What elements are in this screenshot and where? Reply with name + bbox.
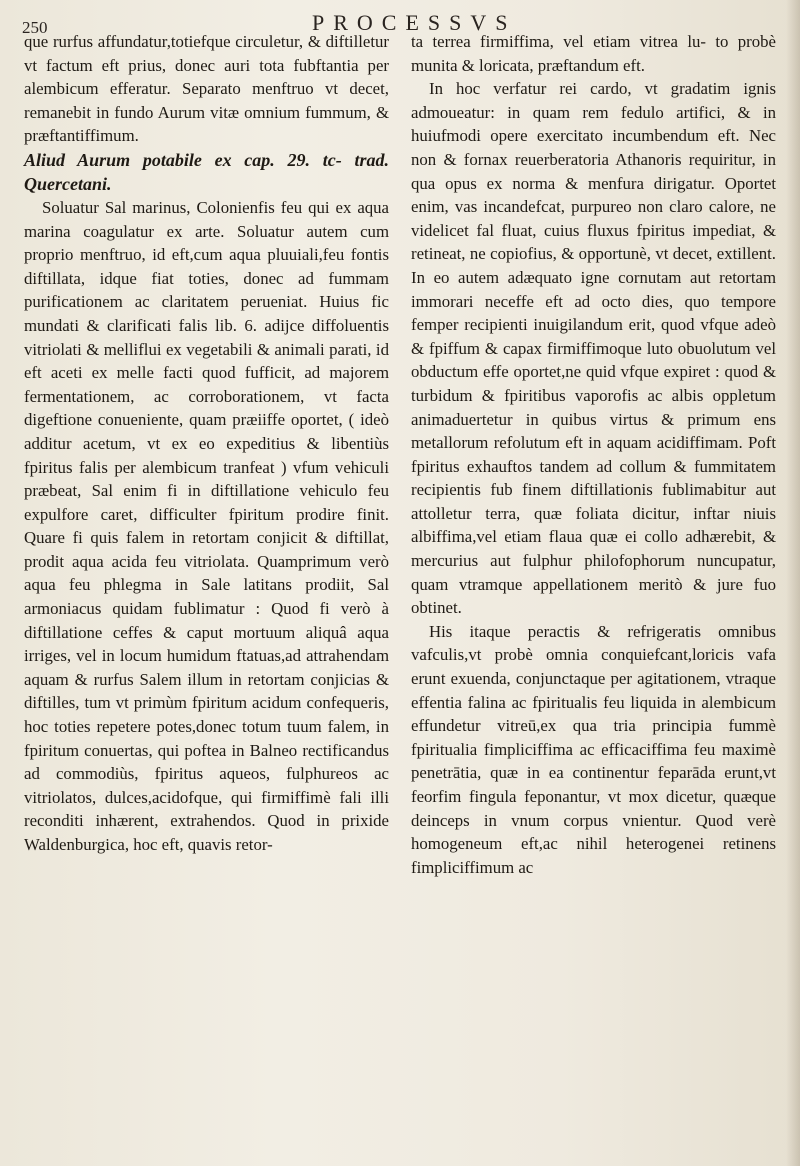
page-edge-shadow	[786, 0, 800, 1166]
right-column	[411, 30, 776, 879]
right-paragraph-2: In hoc verfatur rei cardo, vt gradatim ignis admoueatur: in quam rem fedulo artifici, & in huiufmodi opere exercitato incumbendum eft. Nec non & fornax reuerberatoria Athanoris requiritur, in qua opus ex norma & menfura dirigatur. Oportet enim, vas incandefcat, purpureo non claro calore, ne videlicet fal fluat, cuius fluxus fpiritus impediat, & retineat, ne copiofius, & opportunè, vt decet, extillent. In eo autem adæquato igne cornutam aut retortam immorari neceffe eft ad octo dies, quo tempore femper recipienti inuigilandum erit, quod vfque adeò & fpiffum & capax firmiffimoque luto obuolutum vel obductum effe oportet,ne quid vfque expiret : quod & turbidum & fpiritibus vaporofis ac albis oppletum animaduertetur in quibus virtus & primum ens metallorum refolutum eft in aquam acidiffimam. Poft fpiritus exhauftos tandem ad collum & fummitatem recipientis fub finem diftillationis fublimabitur aut attolletur terra, quæ foliata dicitur, inftar niuis albiffima,vel etiam flaua quæ ei collo adhærebit, & mercurius aut fulphur philofophorum nuncupatur, quam vtramque appellationem meritò & jure fuo obtinet.	[411, 79, 776, 618]
running-title: PROCESSVS	[312, 10, 517, 35]
right-paragraph-3: His itaque peractis & refrigeratis omnibus vafculis,vt probè omnia conquiefcant,loricis vafa erunt exuenda, conjunctaque per agitationem, vtraque effentia falina ac fpiritualis feu liquida in alembicum effundetur vitreū,ex qua tria principia fummè fpiritualia fimpliciffima ac efficaciffima feu maximè penetrātia, quæ in ea continentur feparāda erunt,vt feorfim fingula feponantur, vt mox dicetur, quæque deinceps in vnum corpus vnientur. Quod verè homogeneum eft,ac nihil heterogenei retinens fimpliciffimum ac	[411, 621, 776, 877]
section-heading: Aliud Aurum potabile ex cap. 29. tc- trad. Quercetani.	[24, 149, 389, 194]
left-paragraph-1: que rurfus affundatur,totiefque circuletur, & diftilletur vt factum eft prius, donec auri tota fubftantia per alembicum efferatur. Separato menftruo vt decet, remanebit in fundo Aurum vitæ omnium fummum, & præftantiffimum.	[24, 32, 389, 146]
left-paragraph-2: Soluatur Sal marinus, Colonienfis feu qui ex aqua marina coagulatur ex arte. Soluatur autem cum proprio menftruo, id eft,cum aqua pluuiali,feu fontis diftillata, idque fiat toties, donec ad fummam purificationem ac claritatem perueniat. Huius fic mundati & clarificati falis lib. 6. adijce diffoluentis vitriolati & melliflui ex vegetabili & animali parati, id eft aceti ex melle facti quod fufficit, ad majorem fermentationem, ac corroborationem, vt facta digeftione conueniente, quam præiiffe oportet, ( ideò additur acetum, vt ex eo expeditius & libentiùs fpiritus falis per alembicum tranfeat ) vfum vehiculi præbeat, Sal enim fi in diftillatione vehiculo feu expulfore caret, difficulter fpiritum prodire finit. Quare fi quis falem in retortam conjicit & diftillat, prodit aqua acida feu vitriolata. Quamprimum verò aqua feu phlegma in Sale latitans prodiit, Sal armoniacus quidam fublimatur : Quod fi verò à diftillatione ceffes & caput mortuum aliquâ aqua irriges, vel in locum humidum ftatuas,ad attrahendam aquam & rurfus Salem illum in retortam conjicias & diftilles, tum vt primùm fpiritum acidum confequeris, hoc toties repetere potes,donec totum tuum falem, in fpiritum conuertas, qui poftea in Balneo rectificandus ad commodiùs, fpiritus aqueos, fulphureos ac vitriolatos, dulces,acidofque, qui firmiffimè fali illi reconditi inhærent, extrahendos. Quod in prixide Waldenburgica, hoc eft, quavis retor-	[24, 197, 389, 854]
right-paragraph-1: ta terrea firmiffima, vel etiam vitrea lu- to probè munita & loricata, præftandum eft.	[411, 32, 776, 75]
left-column	[24, 30, 389, 857]
page-number: 250	[22, 18, 48, 37]
